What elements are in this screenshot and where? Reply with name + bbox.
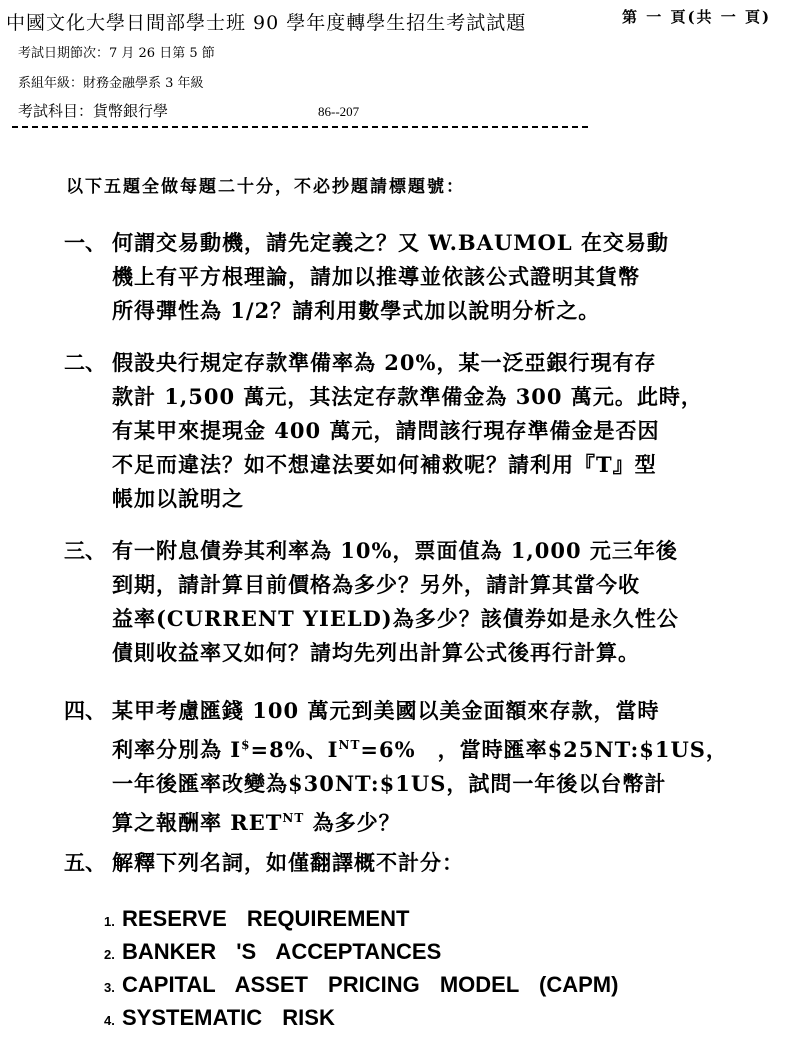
terms-list — [104, 904, 724, 1036]
term-text: SYSTEMATIC RISK — [122, 1005, 335, 1030]
question-line — [64, 728, 728, 767]
question-line: 所得彈性為 1/2？請利用數學式加以說明分析之。 — [112, 298, 601, 323]
question-4 — [64, 694, 728, 840]
line-part: 為多少？ — [304, 810, 401, 835]
question-line — [64, 801, 724, 840]
question-number: 五、 — [64, 850, 106, 875]
question-line: 有某甲來提現金 400 萬元，請問該行現存準備金是否因 — [112, 418, 660, 443]
question-line: 債則收益率又如何？請均先列出計算公式後再行計算。 — [112, 640, 640, 665]
question-line: 假設央行規定存款準備率為 20%，某一泛亞銀行現有存 — [112, 350, 657, 375]
exam-subject: 考試科目：貨幣銀行學 — [18, 102, 169, 120]
exam-date: 考試日期節次：7 月 26 日第 5 節 — [18, 46, 215, 61]
question-line: 有一附息債券其利率為 10%，票面值為 1,000 元三年後 — [112, 538, 678, 563]
question-number: 一、 — [64, 230, 106, 255]
page-indicator: 第 一 頁(共 一 頁) — [622, 8, 772, 26]
term-number: 3. — [104, 980, 115, 995]
line-part: =8%、I — [250, 737, 339, 762]
superscript: NT — [338, 738, 361, 752]
school-title: 中國文化大學日間部學士班 90 學年度轉學生招生考試試題 — [6, 12, 527, 34]
question-line: 機上有平方根理論，請加以推導並依該公式證明其貨幣 — [112, 264, 640, 289]
term-item — [104, 904, 724, 937]
question-line: 益率(CURRENT YIELD)為多少？該債券如是永久性公 — [112, 606, 679, 631]
term-text: RESERVE REQUIREMENT — [122, 906, 410, 931]
superscript: $ — [241, 738, 251, 752]
term-item — [104, 937, 724, 970]
question-5 — [64, 846, 724, 880]
line-part: 算之報酬率 RET — [112, 810, 283, 835]
term-item — [104, 1003, 724, 1036]
question-number: 四、 — [64, 698, 106, 723]
question-line: 款計 1,500 萬元，其法定存款準備金為 300 萬元。此時， — [112, 384, 703, 409]
question-line: 到期，請計算目前價格為多少？另外，請計算其當今收 — [112, 572, 640, 597]
question-line: 解釋下列名詞，如僅翻譯概不計分： — [112, 850, 464, 875]
question-line: 何謂交易動機，請先定義之？又 W.BAUMOL 在交易動 — [112, 230, 669, 255]
question-line: 帳加以說明之 — [112, 486, 244, 511]
department-line: 系組年級：財務金融學系 3 年級 — [18, 76, 204, 91]
term-text: CAPITAL ASSET PRICING MODEL (CAPM) — [122, 972, 619, 997]
question-line: 不足而違法？如不想違法要如何補救呢？請利用『T』型 — [112, 452, 657, 477]
term-text: BANKER 'S ACCEPTANCES — [122, 939, 442, 964]
line-part: 利率分別為 I — [112, 737, 242, 762]
term-number: 4. — [104, 1013, 115, 1028]
instructions: 以下五題全做每題二十分，不必抄題請標題號： — [66, 177, 465, 197]
subject-code: 86--207 — [318, 104, 360, 119]
question-3 — [64, 534, 724, 670]
question-number: 二、 — [64, 350, 106, 375]
question-number: 三、 — [64, 538, 106, 563]
term-number: 2. — [104, 947, 115, 962]
question-1 — [64, 226, 724, 328]
term-item — [104, 970, 724, 1003]
question-line: 一年後匯率改變為$30NT:$1US，試問一年後以台幣計 — [112, 771, 667, 796]
question-2 — [64, 346, 724, 516]
header-divider — [12, 126, 588, 128]
question-line: 某甲考慮匯錢 100 萬元到美國以美金面額來存款，當時 — [112, 698, 660, 723]
line-part: =6% ，當時匯率$25NT:$1US， — [360, 737, 728, 762]
term-number: 1. — [104, 914, 115, 929]
superscript: NT — [282, 811, 305, 825]
